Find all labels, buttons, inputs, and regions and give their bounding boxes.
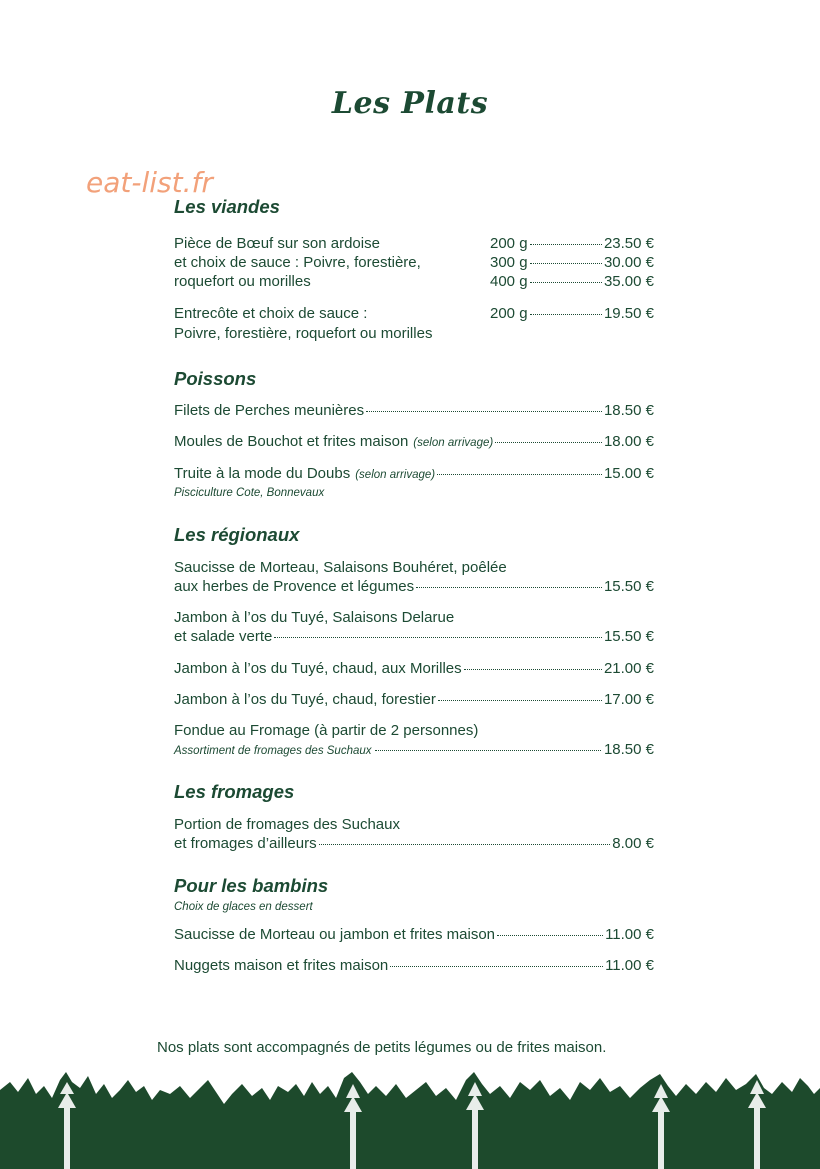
dot-leader: [530, 281, 602, 283]
item-name: Moules de Bouchot et frites maison: [174, 433, 409, 450]
weight-label: 200 g: [490, 305, 528, 322]
dot-leader: [497, 934, 603, 936]
menu-item-jambon-morilles: [174, 659, 654, 678]
item-name: et fromages d’ailleurs: [174, 835, 317, 852]
dot-leader: [464, 668, 602, 670]
dot-leader: [274, 636, 602, 638]
dot-leader: [530, 262, 602, 264]
menu-item-jambon-salade: [174, 627, 654, 646]
saucisse-line-1: Saucisse de Morteau, Salaisons Bouhéret, poêlée: [174, 559, 507, 576]
boeuf-line-2: et choix de sauce : Poivre, forestière,: [174, 254, 421, 271]
page-title: Les Plats: [331, 86, 489, 121]
entrecote-line-2: Poivre, forestière, roquefort ou morilles: [174, 325, 433, 342]
dot-leader: [438, 699, 602, 701]
entrecote-price: [490, 304, 654, 323]
bambins-dessert-note: Choix de glaces en dessert: [174, 901, 313, 913]
item-name: Jambon à l’os du Tuyé, chaud, aux Morilles: [174, 660, 462, 677]
item-note: Assortiment de fromages des Suchaux: [174, 745, 372, 757]
menu-item-truite: [174, 464, 654, 483]
item-price: 8.00 €: [612, 835, 654, 852]
forest-silhouette-icon: [0, 1068, 820, 1169]
entrecote-line-1: Entrecôte et choix de sauce :: [174, 305, 368, 322]
section-heading-bambins: Pour les bambins: [174, 875, 329, 896]
price-label: 23.50 €: [603, 235, 654, 252]
item-price: 15.50 €: [603, 628, 654, 645]
dot-leader: [495, 441, 602, 443]
footer-note: Nos plats sont accompagnés de petits légumes ou de frites maison.: [157, 1039, 607, 1056]
dot-leader: [366, 410, 602, 412]
item-name: Saucisse de Morteau ou jambon et frites maison: [174, 926, 495, 943]
boeuf-line-3: roquefort ou morilles: [174, 273, 311, 290]
watermark: eat-list.fr: [86, 166, 213, 199]
dot-leader: [319, 843, 611, 845]
price-label: 30.00 €: [603, 254, 654, 271]
dot-leader: [530, 313, 602, 315]
section-heading-viandes: Les viandes: [174, 196, 280, 217]
item-name: Jambon à l’os du Tuyé, chaud, forestier: [174, 691, 436, 708]
dot-leader: [416, 586, 602, 588]
weight-label: 300 g: [490, 254, 528, 271]
boeuf-line-1: Pièce de Bœuf sur son ardoise: [174, 235, 380, 252]
menu-item-moules: [174, 432, 654, 451]
section-heading-fromages: Les fromages: [174, 781, 295, 802]
item-name: et salade verte: [174, 628, 273, 645]
fromages-line-1: Portion de fromages des Suchaux: [174, 816, 400, 833]
boeuf-price-200: [490, 234, 654, 253]
item-price: 18.00 €: [603, 433, 654, 450]
item-price: 18.50 €: [603, 402, 654, 419]
dot-leader: [375, 749, 601, 751]
item-name: Truite à la mode du Doubs: [174, 465, 351, 482]
item-price: 15.00 €: [603, 465, 654, 482]
menu-item-jambon-forestier: [174, 690, 654, 709]
price-label: 19.50 €: [603, 305, 654, 322]
weight-label: 200 g: [490, 235, 528, 252]
item-price: 21.00 €: [603, 660, 654, 677]
boeuf-price-300: [490, 253, 654, 272]
menu-item-bambins-saucisse: [174, 925, 654, 944]
truite-origin: Pisciculture Cote, Bonnevaux: [174, 487, 325, 499]
item-price: 15.50 €: [603, 578, 654, 595]
section-heading-poissons: Poissons: [174, 368, 257, 389]
price-label: 35.00 €: [603, 273, 654, 290]
menu-item-perches: [174, 401, 654, 420]
menu-item-saucisse: [174, 577, 654, 596]
dot-leader: [390, 965, 603, 967]
item-name: Nuggets maison et frites maison: [174, 957, 389, 974]
dot-leader: [530, 243, 602, 245]
item-note: (selon arrivage): [355, 469, 436, 481]
boeuf-price-400: [490, 272, 654, 291]
weight-label: 400 g: [490, 273, 528, 290]
menu-item-fondue: [174, 741, 654, 758]
section-heading-regionaux: Les régionaux: [174, 524, 300, 545]
item-price: 11.00 €: [605, 957, 654, 974]
item-price: 11.00 €: [605, 926, 654, 943]
item-price: 17.00 €: [603, 691, 654, 708]
menu-item-bambins-nuggets: [174, 956, 654, 975]
jambon1-line-1: Jambon à l’os du Tuyé, Salaisons Delarue: [174, 609, 455, 626]
menu-item-fromages: [174, 834, 654, 853]
item-name: aux herbes de Provence et légumes: [174, 578, 415, 595]
item-name: Filets de Perches meunières: [174, 402, 365, 419]
item-price: 18.50 €: [603, 741, 654, 758]
fondue-line-1: Fondue au Fromage (à partir de 2 personnes): [174, 722, 479, 739]
item-note: (selon arrivage): [413, 437, 494, 449]
dot-leader: [437, 473, 602, 475]
